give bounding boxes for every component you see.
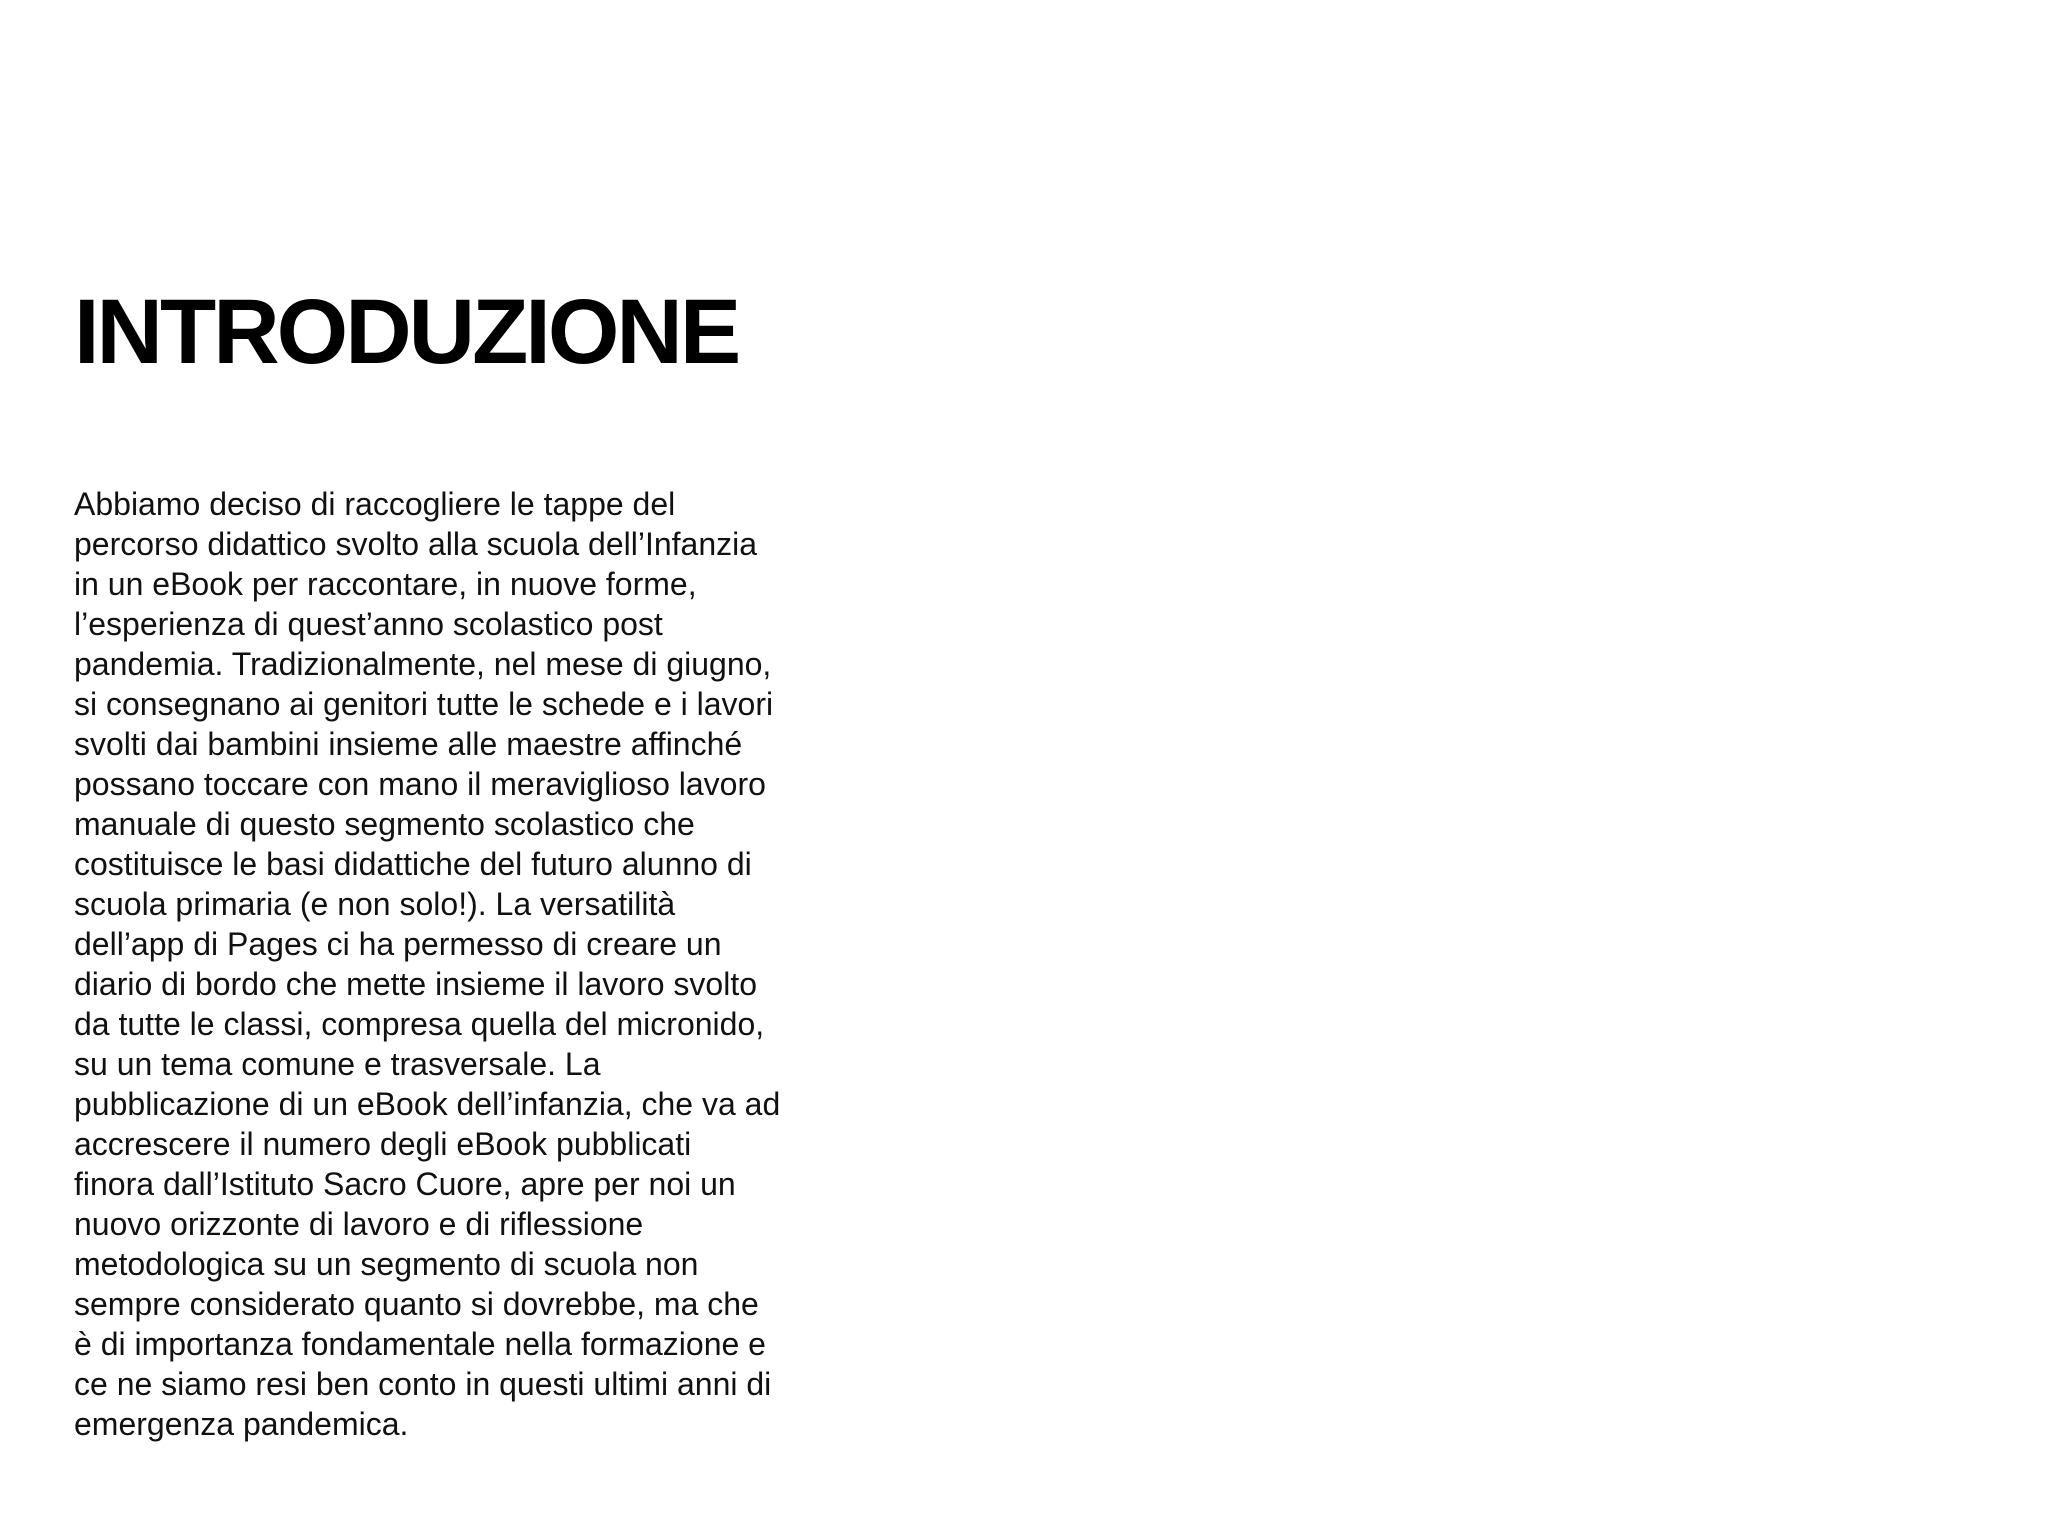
introduction-paragraph — [74, 484, 854, 1444]
paragraph-line: finora dall’Istituto Sacro Cuore, apre per noi un — [74, 1166, 736, 1202]
paragraph-line: nuovo orizzonte di lavoro e di riflessione — [74, 1206, 644, 1242]
paragraph-line: costituisce le basi didattiche del futuro alunno di — [74, 846, 752, 882]
paragraph-line: ce ne siamo resi ben conto in questi ultimi anni di — [74, 1366, 772, 1402]
paragraph-line: si consegnano ai genitori tutte le schede e i lavori — [74, 686, 774, 722]
paragraph-line: metodologica su un segmento di scuola non — [74, 1246, 699, 1282]
paragraph-line: diario di bordo che mette insieme il lavoro svolto — [74, 966, 757, 1002]
paragraph-line: sempre considerato quanto si dovrebbe, ma che — [74, 1286, 759, 1322]
paragraph-line: l’esperienza di quest’anno scolastico post — [74, 606, 663, 642]
paragraph-line: in un eBook per raccontare, in nuove forme, — [74, 566, 697, 602]
paragraph-line: da tutte le classi, compresa quella del micronido, — [74, 1006, 765, 1042]
paragraph-line: possano toccare con mano il meraviglioso lavoro — [74, 766, 766, 802]
paragraph-line: percorso didattico svolto alla scuola dell’Infanzia — [74, 526, 758, 562]
paragraph-line: emergenza pandemica. — [74, 1406, 409, 1442]
paragraph-line: è di importanza fondamentale nella formazione e — [74, 1326, 766, 1362]
page-title: INTRODUZIONE — [74, 281, 739, 383]
paragraph-line: su un tema comune e trasversale. La — [74, 1046, 601, 1082]
paragraph-line: pubblicazione di un eBook dell’infanzia, che va ad — [74, 1086, 781, 1122]
paragraph-line: pandemia. Tradizionalmente, nel mese di giugno, — [74, 646, 772, 682]
paragraph-line: accrescere il numero degli eBook pubblicati — [74, 1126, 692, 1162]
paragraph-line: svolti dai bambini insieme alle maestre affinché — [74, 726, 743, 762]
paragraph-line: manuale di questo segmento scolastico che — [74, 806, 695, 842]
paragraph-line: dell’app di Pages ci ha permesso di creare un — [74, 926, 722, 962]
paragraph-line: Abbiamo deciso di raccogliere le tappe del — [74, 486, 676, 522]
paragraph-line: scuola primaria (e non solo!). La versatilità — [74, 886, 676, 922]
